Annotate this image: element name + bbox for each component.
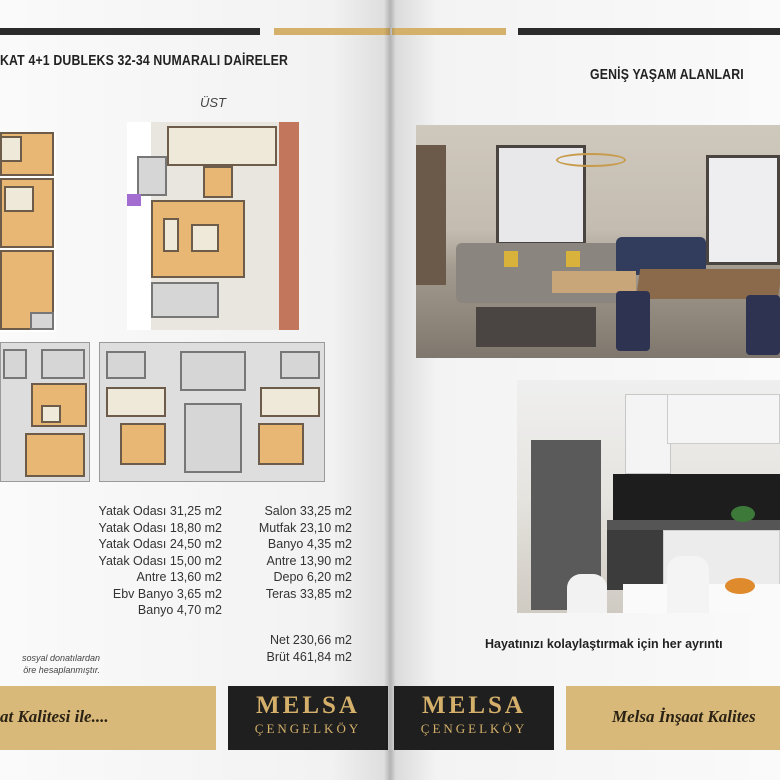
- logo-name: MELSA: [256, 692, 360, 719]
- right-logo: [394, 686, 554, 750]
- net-area: Net 230,66 m2: [270, 633, 352, 647]
- upper-floor-label: ÜST: [200, 95, 226, 110]
- left-band-text: at Kalitesi ile....: [0, 707, 109, 726]
- upper-floor-plan: [127, 122, 299, 330]
- area-row: Ebv Banyo 3,65 m2: [112, 586, 222, 601]
- logo-location: ÇENGELKÖY: [254, 721, 362, 736]
- area-row: Depo 6,20 m2: [273, 570, 352, 584]
- area-row: Yatak Odası 18,80 m2: [98, 520, 222, 535]
- area-row: Teras 33,85 m2: [265, 586, 352, 601]
- area-row: Banyo 4,70 m2: [137, 603, 222, 617]
- typical-floor-plan-left: [0, 342, 90, 482]
- top-bar-dark: [0, 28, 260, 35]
- lower-floor-plan: [0, 132, 56, 332]
- area-row: Yatak Odası 15,00 m2: [98, 553, 222, 568]
- area-row: Salon 33,25 m2: [264, 504, 352, 518]
- top-bar-gold: [392, 28, 506, 35]
- kitchen-image: [517, 380, 780, 613]
- areas-column-2: [232, 503, 352, 602]
- book-spine: [384, 0, 396, 780]
- top-bar-dark: [518, 28, 780, 35]
- typical-floor-plan-right: [99, 342, 325, 482]
- footnote: sosyal donatılardan öre hesaplanmıştır.: [21, 653, 100, 675]
- area-row: Yatak Odası 24,50 m2: [98, 537, 222, 551]
- gross-area: Brüt 461,84 m2: [266, 649, 352, 664]
- left-page-title: KAT 4+1 DUBLEKS 32-34 NUMARALI DAİRELER: [0, 52, 289, 69]
- top-bar-gold: [274, 28, 390, 35]
- right-band-text: Melsa İnşaat Kalites: [612, 707, 756, 726]
- area-row: Mutfak 23,10 m2: [258, 520, 352, 535]
- logo-location: ÇENGELKÖY: [420, 721, 528, 736]
- area-row: Banyo 4,35 m2: [267, 537, 352, 551]
- area-row: Yatak Odası 31,25 m2: [98, 504, 222, 518]
- areas-column-1: [70, 503, 222, 619]
- right-page-title: GENİŞ YAŞAM ALANLARI: [590, 66, 744, 83]
- logo-name: MELSA: [422, 692, 526, 719]
- living-room-image: [416, 125, 780, 358]
- area-totals: [232, 632, 352, 665]
- area-row: Antre 13,90 m2: [266, 553, 352, 568]
- right-page: [390, 0, 780, 780]
- right-page-caption: Hayatınızı kolaylaştırmak için her ayrıntı: [485, 637, 723, 651]
- left-logo: [228, 686, 388, 750]
- area-row: Antre 13,60 m2: [136, 570, 222, 584]
